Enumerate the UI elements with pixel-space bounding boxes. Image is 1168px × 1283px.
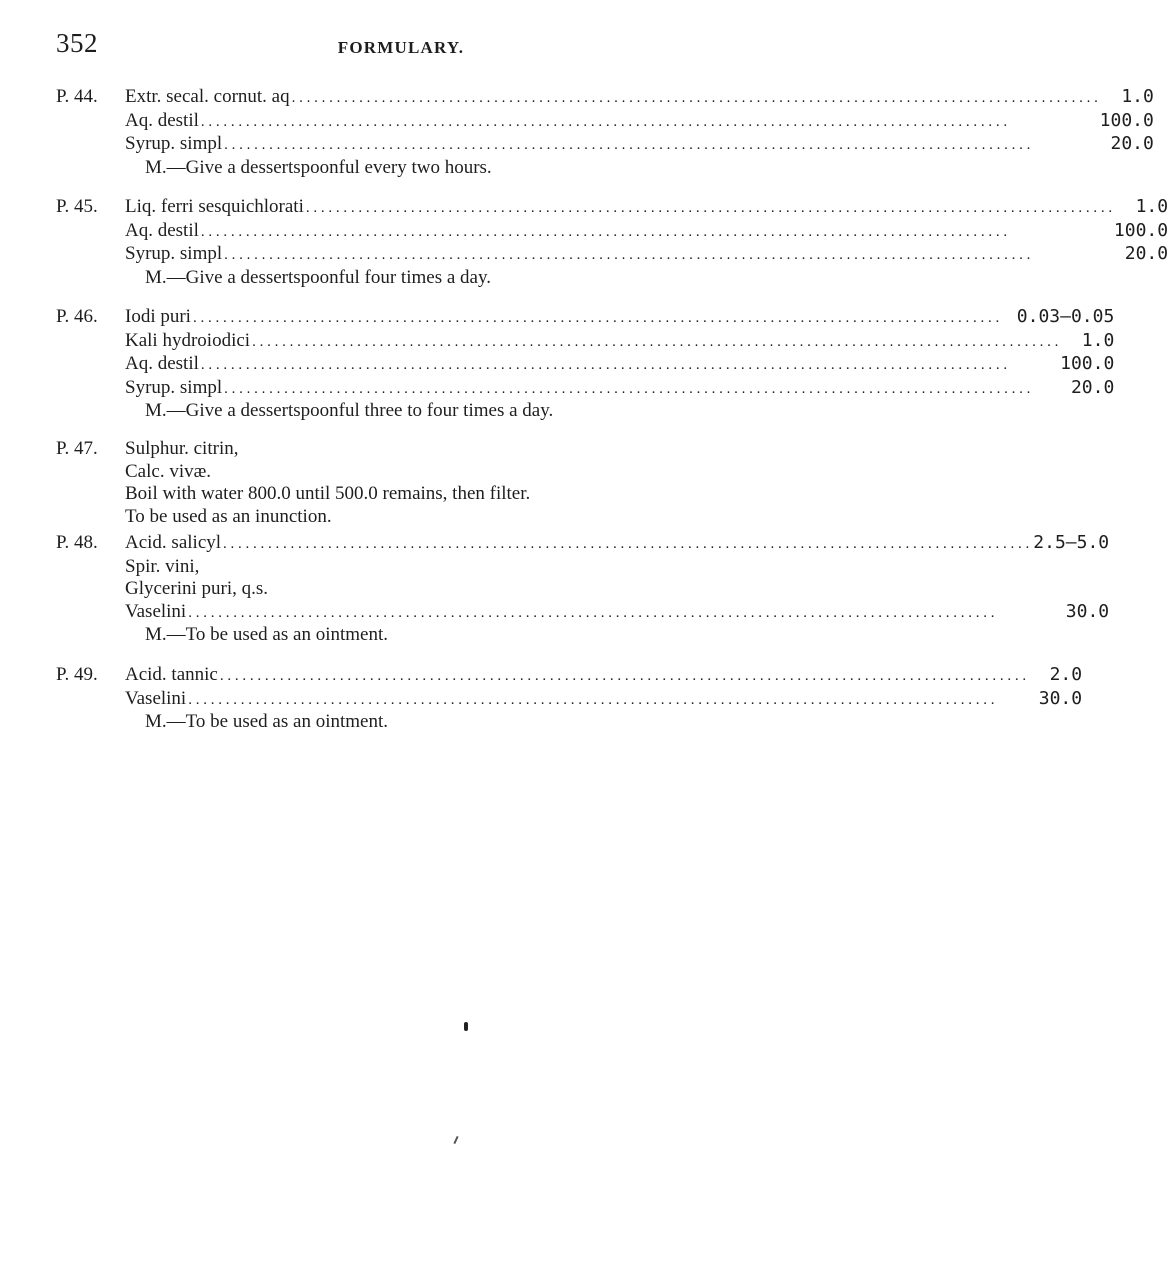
ingredient-name: Liq. ferri sesquichlorati [125,196,304,217]
ingredient-row [125,664,1082,688]
dot-leader [201,221,1110,244]
ingredient-quantity: 100.0 [1060,353,1115,374]
formula-p49 [56,664,1083,734]
formula-p48 [56,532,1110,647]
formula-p47 [56,438,746,528]
formula-id: P. 46. [56,306,98,327]
ink-speck [464,1022,468,1031]
formula-id: P. 47. [56,438,98,459]
ingredient-name: Aq. destil [125,109,199,131]
formula-id: P. 45. [56,196,98,217]
ingredient-name: Vaselini [125,687,187,709]
ingredient-quantity: 1.0 [1135,196,1168,217]
ingredient-quantity: 1.0 [1081,329,1115,351]
ingredient-row [125,243,1168,267]
ingredient-quantity: 30.0 [1065,600,1110,622]
ingredient-row [125,133,1154,157]
ingredient-quantity: 2.0 [1049,664,1083,685]
preparation-line: Boil with water 800.0 until 500.0 remains, then filter. [125,483,531,504]
ingredient-name: Acid. salicyl [125,532,222,553]
ingredient-name: Aq. destil [125,353,199,374]
ingredient-quantity: 0.03—0.05 [1016,306,1115,327]
ingredient-quantity: 20.0 [1124,243,1168,264]
ingredient-row [125,306,1114,330]
page-number: 352 [56,28,98,58]
ingredient-quantity: 30.0 [1038,687,1083,709]
dot-leader [252,331,1058,354]
ingredient-quantity: 20.0 [1070,376,1115,398]
ingredient-line: Sulphur. citrin, [125,438,239,459]
dot-leader [201,111,1096,134]
dot-leader [306,197,1112,220]
ingredient-row [125,601,1109,625]
dot-leader [188,602,1053,625]
ingredient-quantity: 1.0 [1121,86,1154,107]
ingredient-quantity: 2.5—5.0 [1033,532,1110,553]
ingredient-name: Extr. secal. cornut. aq [125,86,290,107]
ingredient-name: Syrup. simpl [125,376,223,398]
instruction: M.—To be used as an ointment. [145,624,388,645]
dot-leader [193,307,1013,330]
formula-id: P. 48. [56,532,98,553]
instruction: M.—Give a dessertspoonful four times a day. [145,266,491,288]
formula-id: P. 44. [56,86,98,107]
ingredient-name: Acid. tannic [125,664,218,685]
ingredient-row [125,110,1154,134]
ingredient-quantity: 100.0 [1099,109,1154,131]
running-head: FORMULARY. [337,38,465,57]
dot-leader [224,378,1058,401]
ingredient-name: Syrup. simpl [125,243,223,264]
ingredient-row [125,532,1109,556]
instruction: M.—Give a dessertspoonful three to four times a day. [145,400,554,421]
ingredient-name: Vaselini [125,600,187,622]
dot-leader [223,533,1029,556]
ingredient-quantity: 20.0 [1110,133,1154,154]
ingredient-row [125,688,1082,712]
ingredient-name: Iodi puri [125,306,191,327]
ingredient-row [125,86,1154,110]
dot-leader [188,689,1026,712]
formula-p44 [56,86,1154,179]
formula-p45 [56,196,1168,289]
dot-leader [201,354,1056,377]
ingredient-row [125,330,1114,354]
ingredient-row [125,353,1114,377]
formula-p46 [56,306,1115,423]
page-header [56,28,746,64]
dot-leader [224,134,1098,157]
dot-leader [224,244,1112,267]
ingredient-row [125,196,1168,220]
ingredient-quantity: 100.0 [1113,219,1168,241]
ink-speck [453,1136,458,1144]
ingredient-line: Glycerini puri, q.s. [125,578,269,599]
instruction: M.—Give a dessertspoonful every two hours. [145,156,492,178]
ingredient-row [125,220,1168,244]
dot-leader [292,87,1098,110]
ingredient-line: Calc. vivæ. [125,460,212,482]
usage-line: To be used as an inunction. [125,505,332,527]
dot-leader [220,665,1026,688]
ingredient-row [125,377,1114,401]
ingredient-name: Kali hydroiodici [125,329,251,351]
ingredient-line: Spir. vini, [125,555,200,577]
instruction: M.—To be used as an ointment. [145,711,388,732]
ingredient-name: Aq. destil [125,219,199,241]
formula-id: P. 49. [56,664,98,685]
ingredient-name: Syrup. simpl [125,133,223,154]
